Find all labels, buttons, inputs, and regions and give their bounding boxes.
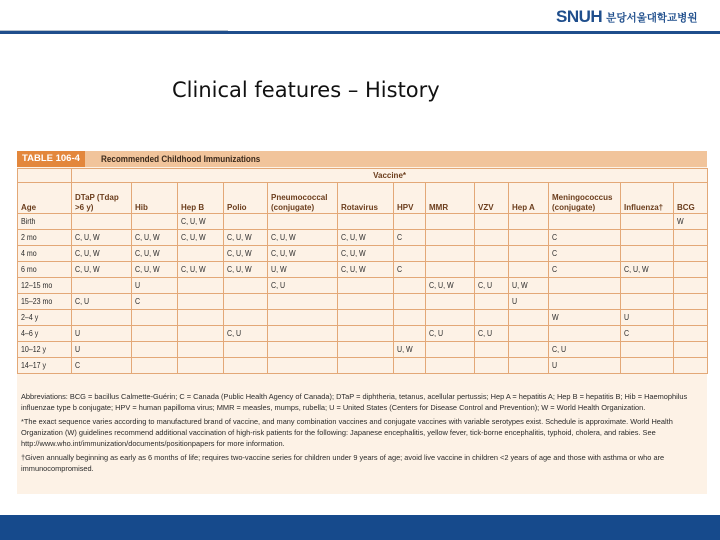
cell-text: C	[624, 328, 630, 338]
schedule-cell	[224, 262, 268, 278]
cell-text: C, U	[227, 328, 242, 338]
schedule-cell	[621, 358, 674, 374]
schedule-cell	[509, 310, 549, 326]
schedule-cell	[549, 262, 621, 278]
schedule-cell	[674, 310, 708, 326]
schedule-cell	[178, 294, 224, 310]
schedule-cell	[72, 326, 132, 342]
schedule-cell	[509, 246, 549, 262]
column-header: Hep A	[509, 183, 549, 214]
cell-text: U	[75, 328, 81, 338]
cell-text: C, U, W	[624, 264, 649, 274]
schedule-cell	[549, 230, 621, 246]
schedule-cell	[426, 294, 475, 310]
cell-text: W	[677, 216, 684, 226]
table-row	[18, 342, 708, 358]
cell-text: C, U	[478, 280, 493, 290]
schedule-cell	[224, 294, 268, 310]
table-row	[18, 278, 708, 294]
cell-text: C, U	[75, 296, 90, 306]
table-caption: Recommended Childhood Immunizations	[101, 154, 261, 164]
schedule-cell	[621, 326, 674, 342]
schedule-cell	[132, 358, 178, 374]
cell-text: C, U, W	[227, 264, 252, 274]
schedule-cell	[549, 326, 621, 342]
schedule-cell	[72, 310, 132, 326]
column-header: Influenza†	[621, 183, 674, 214]
cell-text: C, U, W	[271, 232, 296, 242]
schedule-cell	[426, 230, 475, 246]
schedule-cell	[475, 294, 509, 310]
age-cell	[18, 310, 72, 326]
cell-text: 14–17 y	[21, 360, 47, 370]
vaccine-group-header: Vaccine*	[72, 169, 708, 183]
schedule-cell	[394, 294, 426, 310]
schedule-cell	[338, 246, 394, 262]
schedule-cell	[549, 358, 621, 374]
schedule-cell	[394, 278, 426, 294]
schedule-cell	[394, 214, 426, 230]
schedule-cell	[72, 246, 132, 262]
column-header: VZV	[475, 183, 509, 214]
table-row	[18, 310, 708, 326]
schedule-cell	[475, 214, 509, 230]
schedule-cell	[394, 230, 426, 246]
table-header-bar	[17, 151, 707, 167]
schedule-cell	[621, 230, 674, 246]
age-cell	[18, 358, 72, 374]
schedule-cell	[132, 230, 178, 246]
schedule-cell	[178, 310, 224, 326]
age-cell	[18, 262, 72, 278]
schedule-cell	[338, 310, 394, 326]
schedule-cell	[426, 326, 475, 342]
schedule-cell	[178, 278, 224, 294]
cell-text: C, U, W	[341, 232, 366, 242]
schedule-cell	[338, 278, 394, 294]
age-cell	[18, 294, 72, 310]
column-header: BCG	[674, 183, 708, 214]
cell-text: C, U, W	[341, 264, 366, 274]
vaccine-group-header-row	[18, 169, 708, 183]
cell-text: C	[552, 264, 558, 274]
age-cell	[18, 342, 72, 358]
cell-text: C	[552, 248, 558, 258]
cell-text: C, U, W	[75, 232, 100, 242]
schedule-cell	[674, 342, 708, 358]
schedule-cell	[426, 358, 475, 374]
schedule-cell	[72, 262, 132, 278]
cell-text: C, U	[271, 280, 286, 290]
cell-text: 10–12 y	[21, 344, 47, 354]
cell-text: 2–4 y	[21, 312, 39, 322]
schedule-cell	[132, 262, 178, 278]
schedule-cell	[549, 246, 621, 262]
schedule-cell	[224, 310, 268, 326]
schedule-cell	[224, 278, 268, 294]
schedule-cell	[132, 214, 178, 230]
schedule-cell	[338, 214, 394, 230]
schedule-cell	[674, 358, 708, 374]
schedule-cell	[475, 342, 509, 358]
schedule-cell	[132, 342, 178, 358]
table-notes	[21, 391, 704, 477]
schedule-cell	[178, 246, 224, 262]
schedule-cell	[224, 246, 268, 262]
age-cell	[18, 326, 72, 342]
cell-text: C, U, W	[75, 248, 100, 258]
schedule-cell	[338, 294, 394, 310]
age-cell	[18, 278, 72, 294]
schedule-cell	[394, 358, 426, 374]
schedule-cell	[426, 278, 475, 294]
schedule-cell	[338, 262, 394, 278]
column-header: Polio	[224, 183, 268, 214]
schedule-cell	[72, 358, 132, 374]
cell-text: U	[75, 344, 81, 354]
column-header: Hib	[132, 183, 178, 214]
footer-bar	[0, 515, 720, 540]
schedule-cell	[426, 246, 475, 262]
schedule-cell	[132, 294, 178, 310]
schedule-cell	[72, 278, 132, 294]
cell-text: C, U, W	[181, 216, 206, 226]
schedule-cell	[475, 310, 509, 326]
cell-text: C, U, W	[135, 232, 160, 242]
cell-text: C, U, W	[227, 248, 252, 258]
cell-text: C, U, W	[181, 264, 206, 274]
schedule-cell	[475, 262, 509, 278]
schedule-cell	[394, 342, 426, 358]
column-header: DTaP (Tdap >6 y)	[72, 183, 132, 214]
schedule-cell	[338, 342, 394, 358]
cell-text: C, U	[478, 328, 493, 338]
logo-mark: SNUH	[556, 7, 603, 26]
schedule-cell	[132, 278, 178, 294]
cell-text: U	[512, 296, 518, 306]
schedule-cell	[549, 342, 621, 358]
schedule-cell	[338, 326, 394, 342]
cell-text: U	[552, 360, 558, 370]
logo-hospital-name: 분당서울대학교병원	[606, 11, 698, 24]
table-row	[18, 262, 708, 278]
cell-text: C, U, W	[135, 248, 160, 258]
schedule-cell	[178, 214, 224, 230]
table-row	[18, 214, 708, 230]
cell-text: U	[624, 312, 630, 322]
schedule-cell	[426, 214, 475, 230]
schedule-cell	[621, 278, 674, 294]
schedule-cell	[549, 214, 621, 230]
schedule-cell	[268, 358, 338, 374]
slide-title: Clinical features – History	[172, 78, 440, 102]
cell-text: C, U, W	[341, 248, 366, 258]
schedule-cell	[475, 358, 509, 374]
schedule-cell	[72, 342, 132, 358]
schedule-cell	[674, 230, 708, 246]
column-header: Pneumococcal (conjugate)	[268, 183, 338, 214]
cell-text: C, U, W	[75, 264, 100, 274]
schedule-cell	[621, 310, 674, 326]
age-cell	[18, 214, 72, 230]
schedule-cell	[621, 214, 674, 230]
schedule-cell	[72, 294, 132, 310]
schedule-cell	[549, 294, 621, 310]
schedule-cell	[674, 294, 708, 310]
cell-text: 15–23 mo	[21, 296, 53, 306]
schedule-cell	[268, 310, 338, 326]
schedule-cell	[72, 214, 132, 230]
schedule-cell	[475, 326, 509, 342]
cell-text: C, U	[552, 344, 567, 354]
footnote-star: *The exact sequence varies according to manufactured brand of vaccine, and many combination vaccines and conjugate vaccines with variable serotypes exist. Schedule is approximate. World Health Organization (W) guidelines recommend additional vaccination of high-risk patients for the following: Japanese encephalitis, yellow fever, tick-borne encephalitis, typhoid, cholera, and rabies. See http://www.who.int/immunization/documents/positionpapers for more information.	[21, 417, 673, 448]
abbreviations-note: Abbreviations: BCG = bacillus Calmette-Guérin; C = Canada (Public Health Agency of Canada); DTaP = diphtheria, tetanus, acellular pertussis; Hep A = hepatitis A; Hep B = hepatitis B; Hib = Haemophilus influenzae type b conjugate; HPV = human papilloma virus; MMR = measles, mumps, rubella; U = United States (Centers for Disease Control and Prevention); W = World Health Organization.	[21, 392, 688, 412]
schedule-cell	[394, 310, 426, 326]
cell-text: C	[75, 360, 81, 370]
schedule-cell	[475, 230, 509, 246]
schedule-cell	[509, 342, 549, 358]
schedule-cell	[224, 358, 268, 374]
schedule-cell	[549, 278, 621, 294]
schedule-cell	[426, 310, 475, 326]
table-row	[18, 294, 708, 310]
cell-text: U, W	[397, 344, 413, 354]
column-header: HPV	[394, 183, 426, 214]
schedule-cell	[509, 214, 549, 230]
cell-text: 6 mo	[21, 264, 37, 274]
column-header: Meningococcus (conjugate)	[549, 183, 621, 214]
schedule-cell	[509, 358, 549, 374]
header-spacer	[18, 169, 72, 183]
schedule-cell	[426, 342, 475, 358]
cell-text: C, U, W	[135, 264, 160, 274]
schedule-cell	[224, 326, 268, 342]
schedule-cell	[224, 214, 268, 230]
table-row	[18, 326, 708, 342]
table-row	[18, 230, 708, 246]
schedule-cell	[621, 246, 674, 262]
schedule-cell	[475, 278, 509, 294]
schedule-cell	[178, 342, 224, 358]
column-header: Hep B	[178, 183, 224, 214]
schedule-cell	[674, 326, 708, 342]
table-row	[18, 358, 708, 374]
cell-text: C, U, W	[271, 248, 296, 258]
schedule-cell	[268, 342, 338, 358]
footnote-dagger: †Given annually beginning as early as 6 months of life; requires two-vaccine series for children under 9 years of age; avoid live vaccine in children <2 years of age and those with asthma or who are immunocompromised.	[21, 453, 665, 473]
schedule-cell	[268, 326, 338, 342]
cell-text: U	[135, 280, 141, 290]
schedule-cell	[621, 262, 674, 278]
schedule-cell	[268, 214, 338, 230]
schedule-cell	[674, 214, 708, 230]
schedule-cell	[509, 262, 549, 278]
schedule-cell	[224, 342, 268, 358]
cell-text: C, U, W	[429, 280, 454, 290]
immunization-table-panel	[17, 151, 707, 494]
immunization-table	[17, 168, 708, 374]
schedule-cell	[509, 326, 549, 342]
schedule-cell	[268, 294, 338, 310]
schedule-cell	[674, 278, 708, 294]
schedule-cell	[178, 326, 224, 342]
cell-text: W	[552, 312, 559, 322]
age-cell	[18, 230, 72, 246]
column-header: Age	[18, 183, 72, 214]
schedule-cell	[178, 262, 224, 278]
column-header: MMR	[426, 183, 475, 214]
cell-text: C	[397, 232, 403, 242]
schedule-cell	[178, 358, 224, 374]
schedule-cell	[394, 246, 426, 262]
schedule-cell	[509, 278, 549, 294]
cell-text: 2 mo	[21, 232, 37, 242]
cell-text: C	[552, 232, 558, 242]
cell-text: U, W	[271, 264, 287, 274]
header-divider	[0, 31, 720, 34]
schedule-cell	[621, 294, 674, 310]
schedule-cell	[338, 230, 394, 246]
cell-text: 12–15 mo	[21, 280, 53, 290]
schedule-cell	[674, 262, 708, 278]
schedule-cell	[338, 358, 394, 374]
cell-text: 4 mo	[21, 248, 37, 258]
schedule-cell	[132, 326, 178, 342]
schedule-cell	[394, 326, 426, 342]
schedule-cell	[268, 230, 338, 246]
schedule-cell	[621, 342, 674, 358]
schedule-cell	[132, 246, 178, 262]
schedule-cell	[268, 262, 338, 278]
cell-text: C, U, W	[227, 232, 252, 242]
schedule-cell	[394, 262, 426, 278]
cell-text: 4–6 y	[21, 328, 39, 338]
schedule-cell	[549, 310, 621, 326]
table-number-badge: TABLE 106-4	[17, 151, 85, 167]
schedule-cell	[509, 230, 549, 246]
schedule-cell	[72, 230, 132, 246]
schedule-cell	[674, 246, 708, 262]
schedule-cell	[132, 310, 178, 326]
age-cell	[18, 246, 72, 262]
schedule-cell	[509, 294, 549, 310]
schedule-cell	[178, 230, 224, 246]
column-header: Rotavirus	[338, 183, 394, 214]
cell-text: C, U	[429, 328, 444, 338]
cell-text: U, W	[512, 280, 528, 290]
cell-text: C, U, W	[181, 232, 206, 242]
snuh-logo	[556, 6, 697, 28]
table-row	[18, 246, 708, 262]
cell-text: C	[397, 264, 403, 274]
schedule-cell	[268, 278, 338, 294]
table-body	[18, 214, 708, 374]
schedule-cell	[268, 246, 338, 262]
schedule-cell	[224, 230, 268, 246]
column-header-row	[18, 183, 708, 214]
schedule-cell	[426, 262, 475, 278]
cell-text: Birth	[21, 216, 36, 226]
cell-text: C	[135, 296, 141, 306]
schedule-cell	[475, 246, 509, 262]
